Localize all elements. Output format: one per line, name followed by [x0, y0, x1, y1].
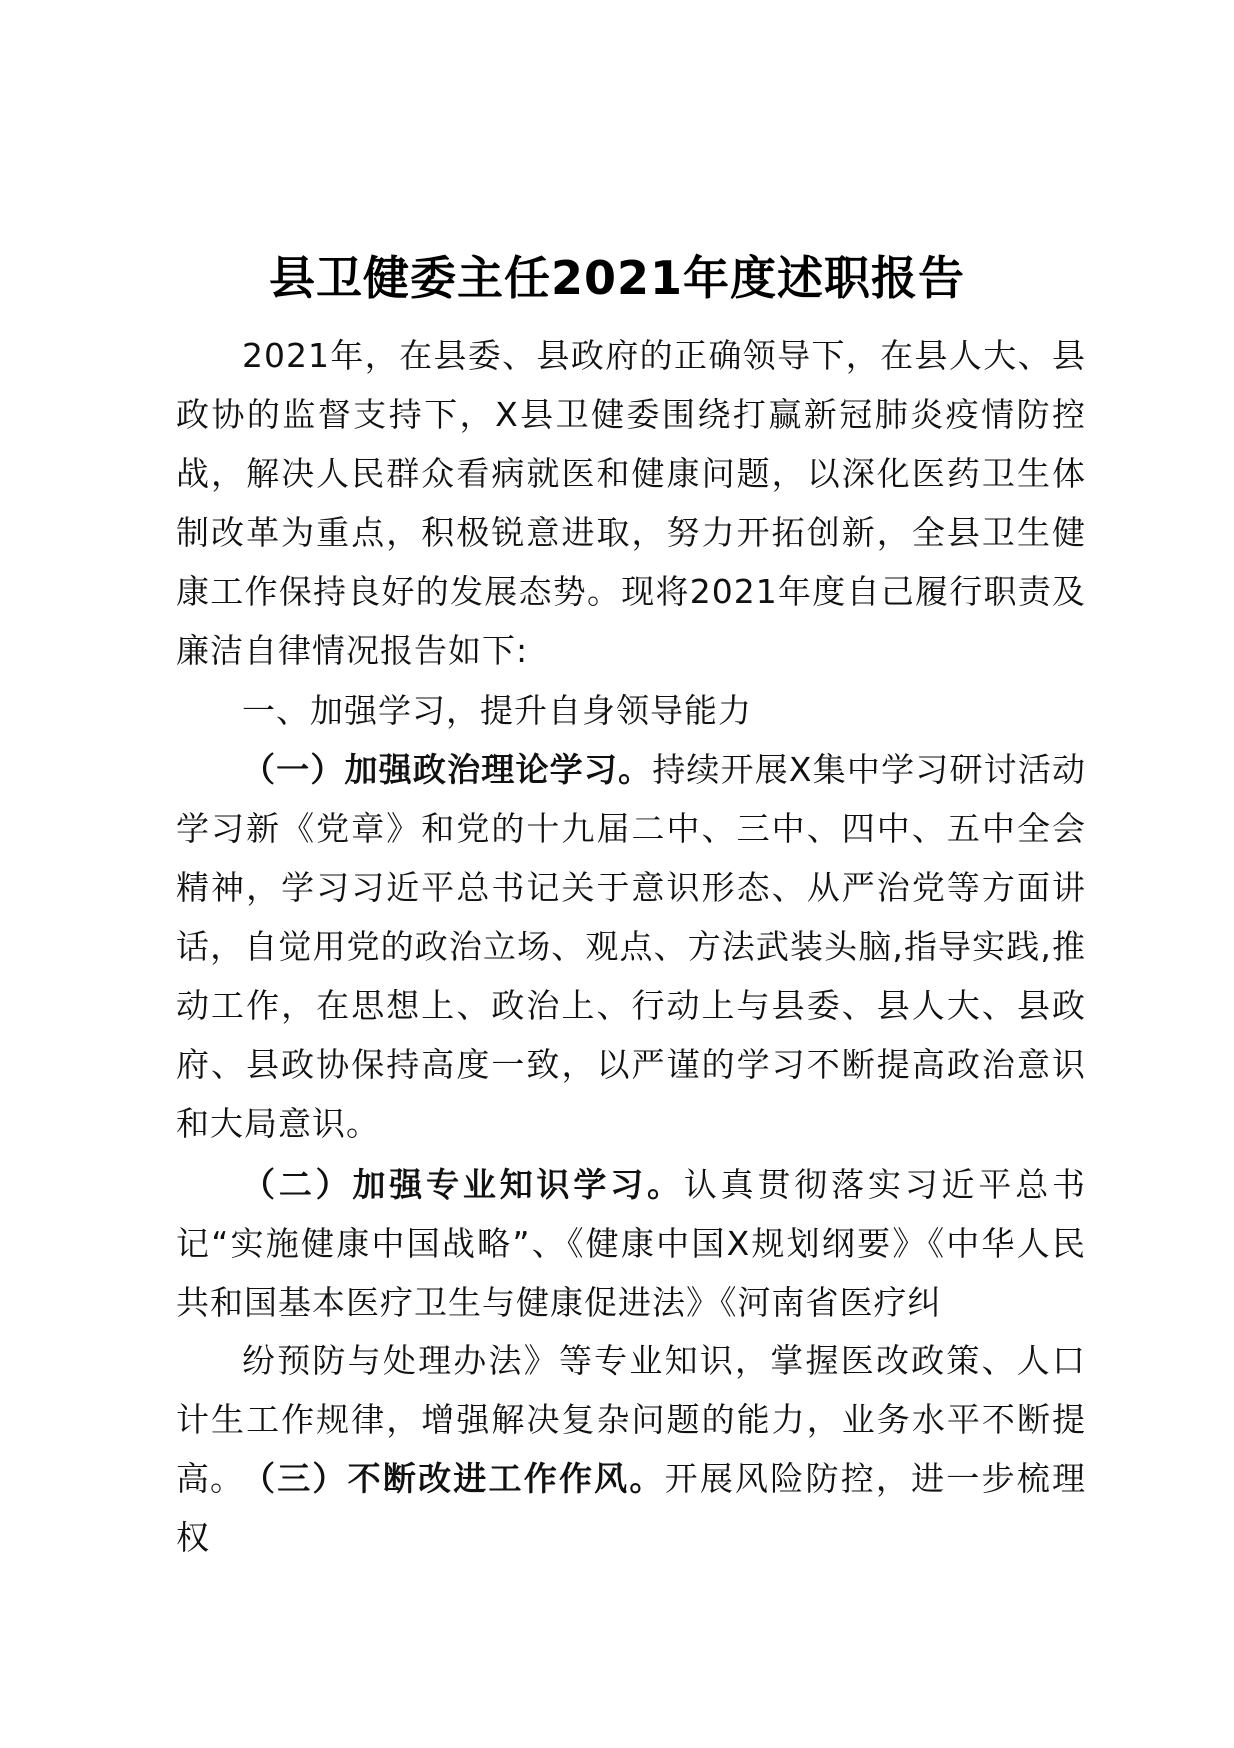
- item-1: [176, 740, 1086, 1153]
- item-2-continued-text: 纷预防与处理办法》等专业知识，掌握医改政策、人口计生工作规律，增强解决复杂问题的能力，业务水平不断提高。: [176, 1341, 1086, 1498]
- item-3-text: 开展风险防控，进一步梳理权: [176, 1459, 1087, 1557]
- intro-text: 2021年，在县委、县政府的正确领导下，在县人大、县政协的监督支持下，X县卫健委围绕打赢新冠肺炎疫情防控战，解决人民群众看病就医和健康问题，以深化医药卫生体制改革为重点，积极锐意进取，努力开拓创新，全县卫生健康工作保持良好的发展态势。现将2021年度自己履行职责及廉洁自律情况报告如下:: [176, 336, 1086, 670]
- document-title: 县卫健委主任2021年度述职报告: [268, 251, 966, 305]
- item-paragraph-3: [176, 1449, 1086, 1567]
- item-1-heading: （一）加强政治理论学习。: [242, 750, 653, 789]
- intro-paragraph: [176, 326, 1086, 680]
- section-heading-1: [176, 681, 1086, 740]
- item-2: [176, 1155, 1086, 1332]
- item-2-text: 认真贯彻落实习近平总书记“实施健康中国战略”、《健康中国X规划纲要》《中华人民共和国基本医疗卫生与健康促进法》《河南省医疗纠: [176, 1165, 1087, 1322]
- item-paragraph-2: [176, 1155, 1086, 1332]
- item-3-heading: （三）不断改进工作作风。: [242, 1459, 665, 1498]
- item-1-text: 持续开展X集中学习研讨活动学习新《党章》和党的十九届二中、三中、四中、五中全会精神，学习习近平总书记关于意识形态、从严治党等方面讲话，自觉用党的政治立场、观点、方法武装头脑,指导实践,推动工作，在思想上、政治上、行动上与县委、县人大、县政府、县政协保持高度一致，以严谨的学习不断提高政治意识和大局意识。: [176, 750, 1087, 1143]
- item-3: [176, 1449, 1086, 1567]
- section-heading-text: 一、加强学习，提升自身领导能力: [242, 691, 752, 730]
- item-2-heading: （二）加强专业知识学习。: [242, 1165, 684, 1204]
- item-paragraph-1: [176, 740, 1086, 1153]
